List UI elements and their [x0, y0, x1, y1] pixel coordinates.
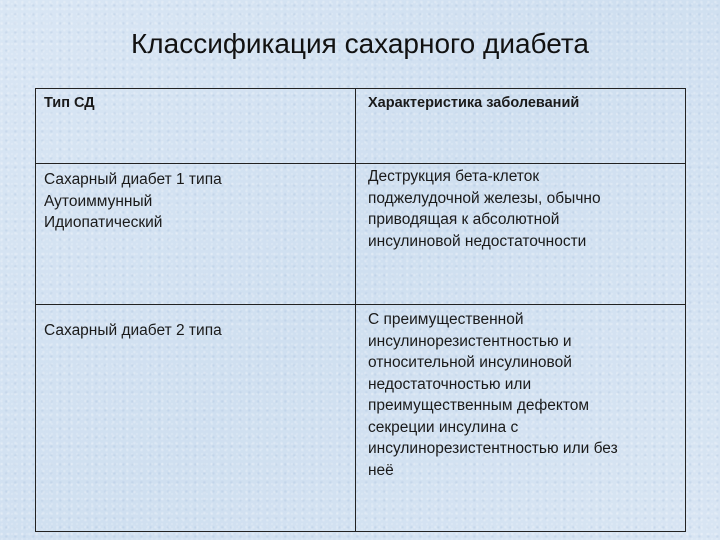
- characteristic-line: относительной инсулиновой: [368, 354, 572, 371]
- type-line: Сахарный диабет 1 типа: [44, 171, 222, 188]
- characteristic-line: поджелудочной железы, обычно: [368, 189, 601, 207]
- type-cell: [36, 164, 356, 305]
- header-characteristic-label: Характеристика заболеваний: [368, 95, 580, 111]
- header-cell-characteristic: [356, 89, 686, 164]
- table-row: [36, 305, 686, 532]
- characteristic-line: Деструкция бета-клеток: [368, 168, 540, 185]
- characteristic-cell: [356, 164, 686, 305]
- type-line: Идиопатический: [44, 214, 163, 231]
- type-line: Сахарный диабет 2 типа: [44, 322, 222, 339]
- characteristic-line: С преимущественной: [368, 311, 524, 328]
- table-row: [36, 164, 686, 305]
- characteristic-cell: [356, 305, 686, 532]
- characteristic-line: секреции инсулина с: [368, 418, 519, 436]
- header-cell-type: [36, 89, 356, 164]
- characteristic-line: инсулинорезистентностью или без: [368, 440, 618, 457]
- characteristic-line: неё: [368, 461, 394, 479]
- type-cell: [36, 305, 356, 532]
- characteristic-line: преимущественным дефектом: [368, 397, 590, 414]
- header-type-label: Тип СД: [44, 95, 95, 111]
- table-header-row: [36, 89, 686, 164]
- type-line: Аутоиммунный: [44, 192, 153, 210]
- characteristic-line: инсулиновой недостаточности: [368, 232, 587, 250]
- characteristic-line: инсулинорезистентностью и: [368, 332, 572, 350]
- classification-table: [35, 88, 686, 532]
- characteristic-line: недостаточностью или: [368, 375, 532, 393]
- characteristic-line: приводящая к абсолютной: [368, 211, 560, 228]
- slide-title: Классификация сахарного диабета: [131, 28, 589, 59]
